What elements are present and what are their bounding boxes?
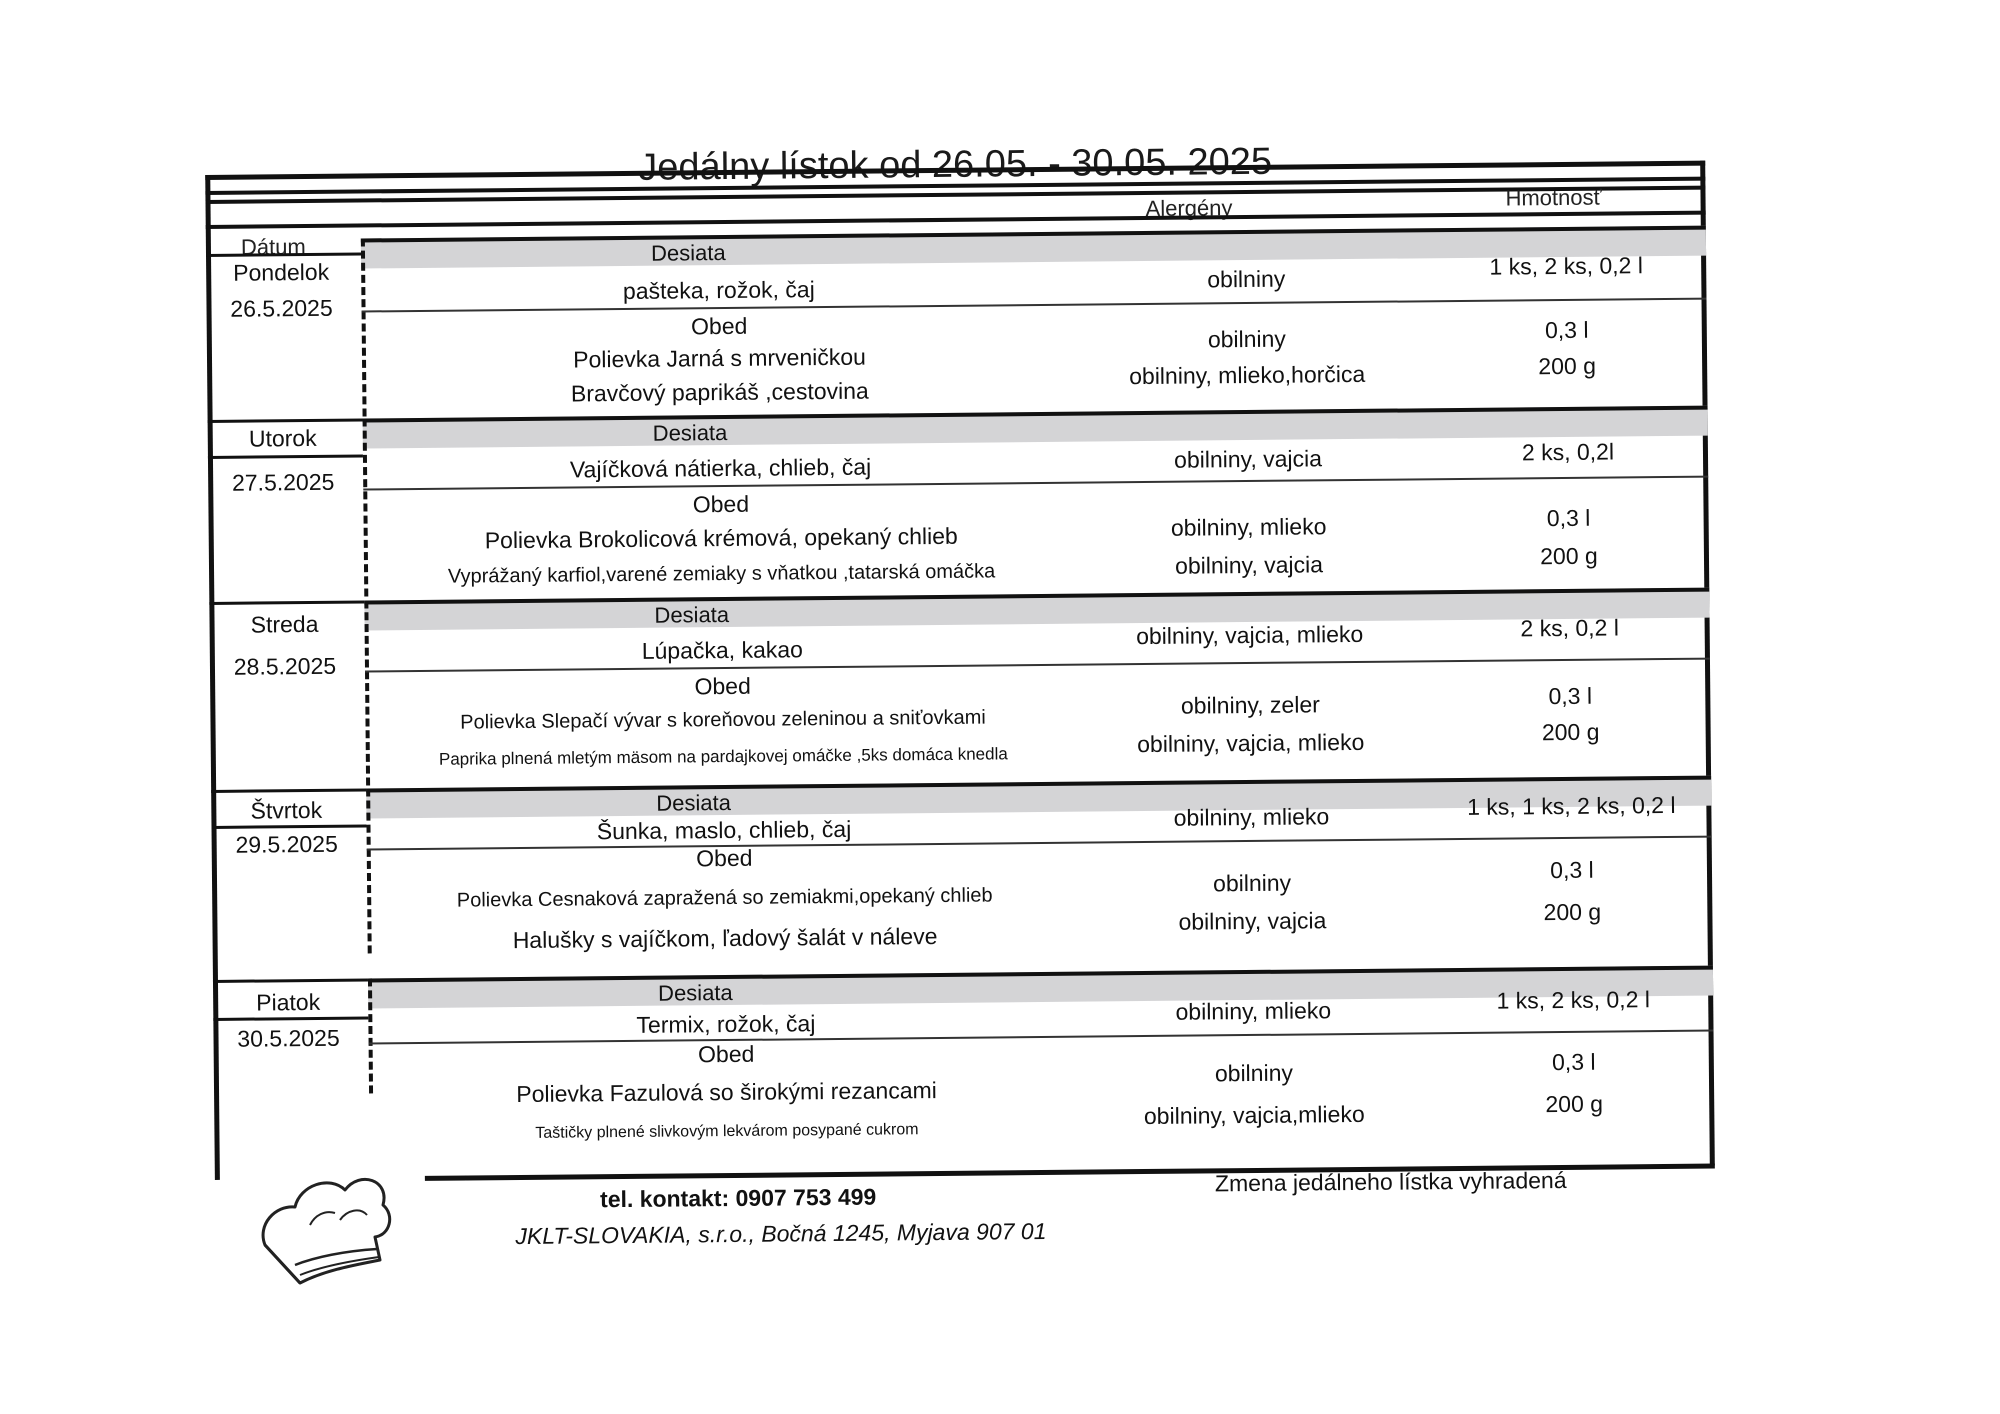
desiata-weight: 2 ks, 0,2l [1521,438,1615,466]
main-allergens: obilniny, vajcia [1178,907,1327,935]
desiata-label: Desiata [650,240,726,266]
soup-weight: 0,3 l [1551,1048,1596,1076]
obed-label: Obed [697,1040,755,1068]
main-item: Taštičky plnené slivkovým lekvárom posypané cukrom [535,1121,919,1142]
soup-item: Polievka Cesnaková zapražená so zemiakmi,opekaný chlieb [456,884,993,912]
soup-allergens: obilniny [1212,869,1292,897]
main-weight: 200 g [1541,718,1600,746]
desiata-weight: 1 ks, 2 ks, 0,2 l [1489,252,1643,280]
desiata-item: pašteka, rožok, čaj [622,276,815,304]
day-date: 26.5.2025 [230,294,333,322]
main-item: Vyprážaný karfiol,varené zemiaky s vňatkou ,tatarská omáčka [447,560,996,588]
soup-weight: 0,3 l [1550,856,1594,884]
date-header: Dátum [240,234,306,260]
soup-item: Polievka Brokolicová krémová, opekaný chlieb [484,522,958,554]
desiata-label: Desiata [652,419,728,446]
main-item: Paprika plnená mletým mäsom na pardajkovej omáčke ,5ks domáca knedla [438,744,1008,769]
desiata-weight: 1 ks, 2 ks, 0,2 l [1496,986,1651,1014]
allergens-header: Alergény [1145,195,1233,221]
main-item: Halušky s vajíčkom, ľadový šalát v náleve [512,923,938,954]
main-weight: 200 g [1545,1090,1604,1118]
soup-item: Polievka Fazulová so širokými rezancami [516,1077,937,1108]
soup-weight: 0,3 l [1548,682,1593,710]
main-weight: 200 g [1538,352,1597,380]
desiata-weight: 1 ks, 1 ks, 2 ks, 0,2 l [1467,791,1676,820]
obed-label: Obed [694,672,751,700]
desiata-allergens: obilniny, vajcia, mlieko [1136,620,1364,650]
menu-change-note: Zmena jedálneho lístka vyhradená [1214,1166,1567,1197]
desiata-allergens: obilniny [1207,265,1286,293]
soup-allergens: obilniny, mlieko [1170,513,1327,541]
page-title: Jedálny lístok od 26.05. - 30.05. 2025 [638,140,1273,189]
day-name: Utorok [248,424,317,452]
day-date: 27.5.2025 [231,468,335,496]
desiata-item: Vajíčková nátierka, chlieb, čaj [569,453,872,483]
main-allergens: obilniny, vajcia,mlieko [1143,1100,1365,1130]
desiata-item: Termix, rožok, čaj [636,1010,816,1038]
soup-allergens: obilniny [1207,325,1286,353]
day-name: Pondelok [233,258,330,286]
main-weight: 200 g [1540,542,1598,570]
main-allergens: obilniny, vajcia, mlieko [1137,728,1365,758]
soup-allergens: obilniny [1214,1059,1294,1087]
soup-weight: 0,3 l [1544,316,1589,344]
main-weight: 200 g [1543,898,1602,926]
desiata-item: Lúpačka, kakao [641,636,804,664]
weight-header: Hmotnosť [1505,184,1602,211]
day-date: 28.5.2025 [233,652,337,680]
menu-sheet [205,136,1715,1250]
soup-weight: 0,3 l [1546,504,1591,532]
desiata-allergens: obilniny, mlieko [1175,997,1332,1025]
obed-label: Obed [696,844,753,872]
main-allergens: obilniny, vajcia [1174,551,1324,579]
soup-item: Polievka Jarná s mrveničkou [573,343,866,373]
soup-allergens: obilniny, zeler [1180,691,1320,719]
main-allergens: obilniny, mlieko,horčica [1129,360,1366,390]
desiata-weight: 2 ks, 0,2 l [1520,614,1619,642]
desiata-allergens: obilniny, vajcia [1173,445,1323,473]
soup-item: Polievka Slepačí vývar s koreňovou zeleninou a sniťovkami [460,706,986,734]
desiata-label: Desiata [656,789,732,816]
desiata-label: Desiata [657,979,733,1006]
contact-phone: tel. kontakt: 0907 753 499 [599,1183,877,1213]
chef-hat-icon [255,1165,395,1285]
main-item: Bravčový paprikáš ,cestovina [570,377,869,407]
day-date: 30.5.2025 [237,1024,340,1052]
day-name: Streda [250,610,319,638]
obed-label: Obed [692,490,750,518]
desiata-item: Šunka, maslo, chlieb, čaj [596,815,852,845]
day-date: 29.5.2025 [235,830,338,858]
company-address: JKLT-SLOVAKIA, s.r.o., Bočná 1245, Myjava 907 01 [515,1217,1047,1250]
desiata-label: Desiata [654,601,730,628]
desiata-allergens: obilniny, mlieko [1173,803,1330,831]
obed-label: Obed [690,312,748,340]
day-name: Piatok [256,988,321,1016]
day-name: Štvrtok [250,796,323,824]
